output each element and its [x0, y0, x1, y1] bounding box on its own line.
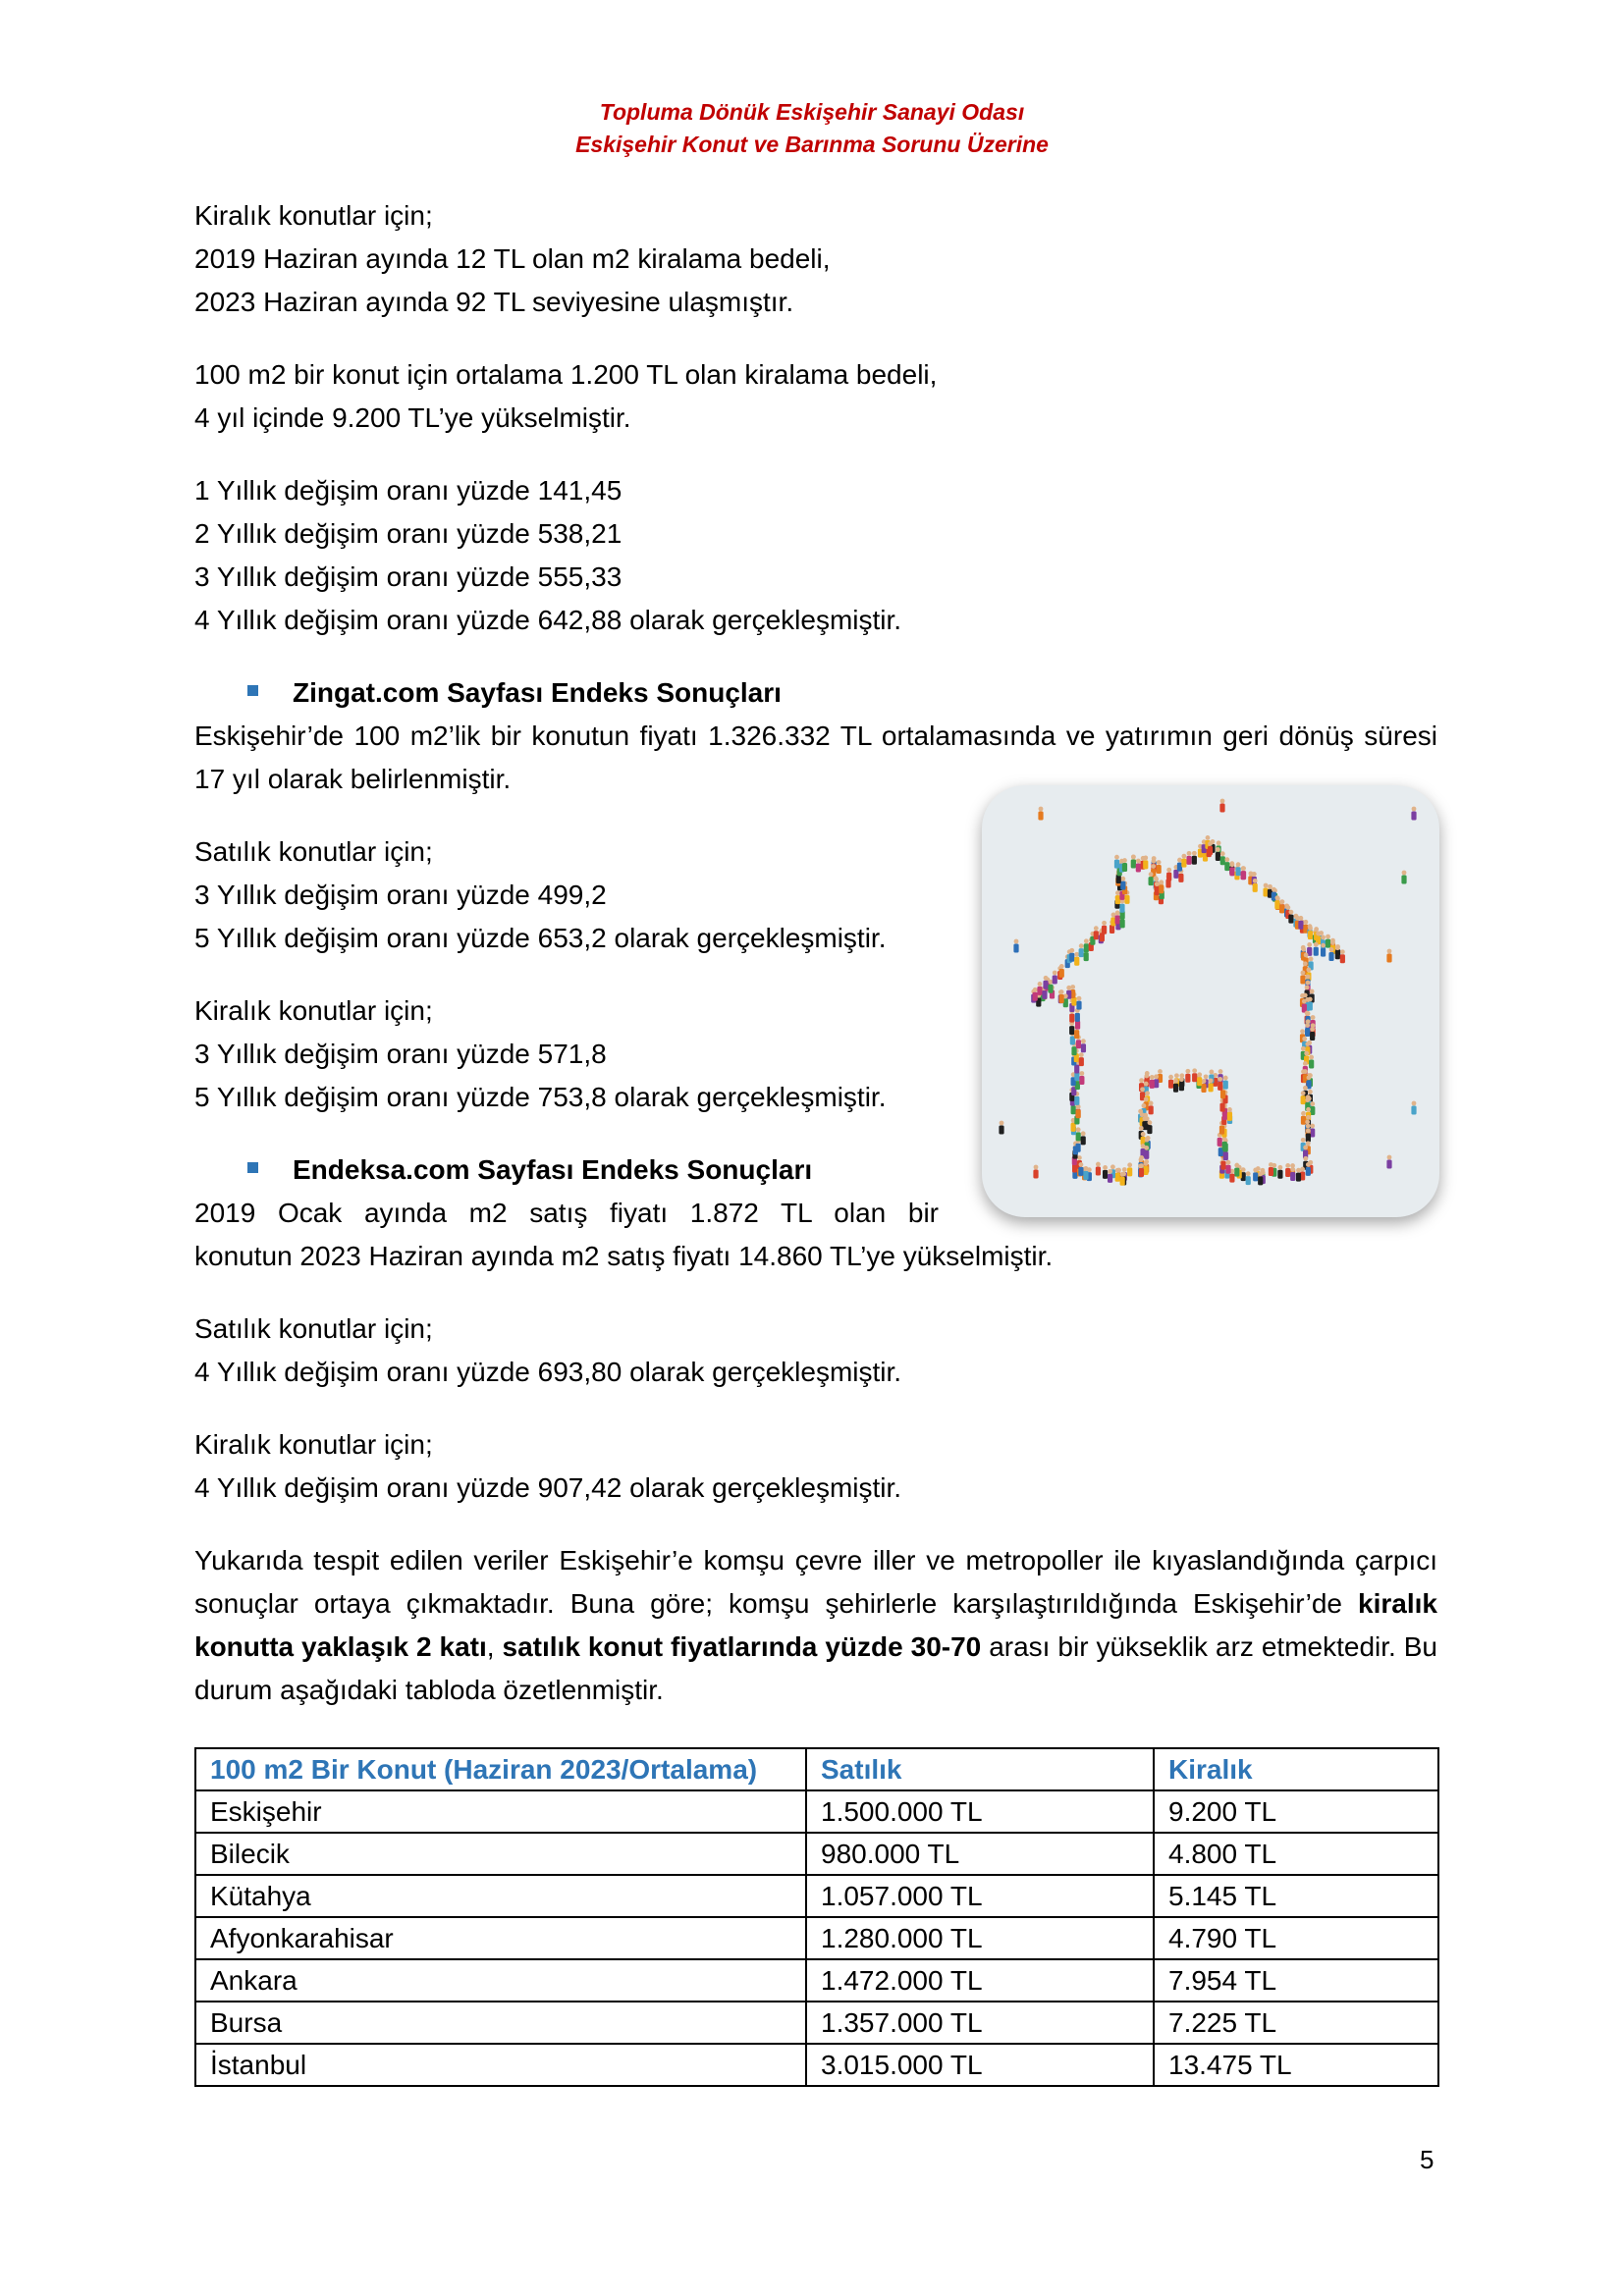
text-line: 4 yıl içinde 9.200 TL’ye yükselmiştir.: [194, 402, 631, 433]
table-row: [195, 1790, 1438, 1833]
text-line: 100 m2 bir konut için ortalama 1.200 TL olan kiralama bedeli,: [194, 359, 938, 390]
table-cell-sale: 1.472.000 TL: [806, 1959, 1154, 2002]
table-row: [195, 1833, 1438, 1875]
text-line: 2023 Haziran ayında 92 TL seviyesine ulaşmıştır.: [194, 287, 794, 317]
text-line: 4 Yıllık değişim oranı yüzde 907,42 olarak gerçekleşmiştir.: [194, 1472, 902, 1503]
page-number: 5: [1420, 2145, 1435, 2174]
text-line: 4 Yıllık değişim oranı yüzde 693,80 olarak gerçekleşmiştir.: [194, 1357, 902, 1387]
table-cell-rent: 9.200 TL: [1154, 1790, 1438, 1833]
table-cell-rent: 13.475 TL: [1154, 2044, 1438, 2086]
table-cell-city: Kütahya: [195, 1875, 806, 1917]
header-line-2: Eskişehir Konut ve Barınma Sorunu Üzerine: [575, 132, 1049, 157]
table-cell-rent: 4.790 TL: [1154, 1917, 1438, 1959]
table-header-cell: Kiralık: [1154, 1748, 1438, 1790]
table-cell-sale: 1.280.000 TL: [806, 1917, 1154, 1959]
table-row: [195, 2002, 1438, 2044]
paragraph-change-rates: [194, 469, 1437, 642]
house-made-of-people-icon: [982, 785, 1439, 1217]
text-bold: satılık konut fiyatlarında yüzde 30-70: [502, 1631, 982, 1662]
text-line: 5 Yıllık değişim oranı yüzde 753,8 olarak gerçekleşmiştir.: [194, 1082, 887, 1112]
paragraph-rental-100m2: [194, 353, 1437, 440]
text-line: 5 Yıllık değişim oranı yüzde 653,2 olarak gerçekleşmiştir.: [194, 923, 887, 953]
text-line: Eskişehir’de 100 m2’lik bir konutun fiyatı 1.326.332 TL ortalamasında ve yatırımın geri dönüş süresi 17 yıl olarak belirlenmiştir.: [194, 721, 1437, 794]
table-cell-sale: 980.000 TL: [806, 1833, 1154, 1875]
table-row: [195, 1959, 1438, 2002]
header-line-1: Topluma Dönük Eskişehir Sanayi Odası: [599, 99, 1025, 125]
square-bullet-icon: [247, 1162, 258, 1173]
text-line: Kiralık konutlar için;: [194, 1429, 433, 1460]
document-header: [0, 96, 1624, 161]
text-line: 2 Yıllık değişim oranı yüzde 538,21: [194, 518, 623, 549]
text-line: Satılık konutlar için;: [194, 836, 433, 867]
paragraph-endeksa-rent: [194, 1423, 1437, 1510]
table-header-cell: Satılık: [806, 1748, 1154, 1790]
table-cell-rent: 5.145 TL: [1154, 1875, 1438, 1917]
text-bold: kiralık konutta yaklaşık 2 katı: [194, 1588, 1437, 1662]
table-row: [195, 1875, 1438, 1917]
text-line: 3 Yıllık değişim oranı yüzde 555,33: [194, 561, 623, 592]
text-run: Yukarıda tespit edilen veriler Eskişehir’e komşu çevre iller ve metropoller ile kıyaslandığında çarpıcı sonuçlar ortaya çıkmaktadır. Buna göre; komşu şehirlerle karşılaştırıldığında Eskişehir’de: [194, 1545, 1437, 1619]
house-illustration: [982, 785, 1439, 1217]
paragraph-comparison: [194, 1539, 1437, 1712]
heading-text: Endeksa.com Sayfası Endeks Sonuçları: [293, 1154, 813, 1185]
text-line: Kiralık konutlar için;: [194, 200, 433, 231]
text-line: 3 Yıllık değişim oranı yüzde 499,2: [194, 880, 607, 910]
text-line: 3 Yıllık değişim oranı yüzde 571,8: [194, 1039, 607, 1069]
text-run: ,: [486, 1631, 503, 1662]
table-row: [195, 1917, 1438, 1959]
comparison-table: [194, 1747, 1439, 2087]
table-cell-city: Ankara: [195, 1959, 806, 2002]
table-cell-city: Eskişehir: [195, 1790, 806, 1833]
table-cell-sale: 3.015.000 TL: [806, 2044, 1154, 2086]
text-line: 2019 Ocak ayında m2 satış fiyatı 1.872 TL olan bir: [194, 1198, 939, 1228]
paragraph-rental-m2: [194, 194, 1437, 324]
table-cell-sale: 1.357.000 TL: [806, 2002, 1154, 2044]
table-cell-city: Afyonkarahisar: [195, 1917, 806, 1959]
square-bullet-icon: [247, 685, 258, 696]
table-header-cell: 100 m2 Bir Konut (Haziran 2023/Ortalama): [195, 1748, 806, 1790]
table-cell-rent: 7.225 TL: [1154, 2002, 1438, 2044]
text-line: Kiralık konutlar için;: [194, 995, 433, 1026]
table-cell-rent: 7.954 TL: [1154, 1959, 1438, 2002]
table-cell-city: Bursa: [195, 2002, 806, 2044]
text-line: 1 Yıllık değişim oranı yüzde 141,45: [194, 475, 623, 506]
table-header-row: [195, 1748, 1438, 1790]
table-cell-rent: 4.800 TL: [1154, 1833, 1438, 1875]
table-cell-city: Bilecik: [195, 1833, 806, 1875]
paragraph-endeksa-sale: [194, 1308, 1437, 1394]
table-cell-sale: 1.057.000 TL: [806, 1875, 1154, 1917]
text-line: konutun 2023 Haziran ayında m2 satış fiyatı 14.860 TL’ye yükselmiştir.: [194, 1241, 1054, 1271]
text-run: arası bir yükseklik arz etmektedir. Bu durum aşağıdaki tabloda özetlenmiştir.: [194, 1631, 1437, 1705]
text-line: 2019 Haziran ayında 12 TL olan m2 kiralama bedeli,: [194, 243, 831, 274]
heading-text: Zingat.com Sayfası Endeks Sonuçları: [293, 677, 782, 708]
table-cell-city: İstanbul: [195, 2044, 806, 2086]
text-line: Satılık konutlar için;: [194, 1313, 433, 1344]
section-heading-zingat: [194, 671, 1437, 715]
text-line: 4 Yıllık değişim oranı yüzde 642,88 olarak gerçekleşmiştir.: [194, 605, 902, 635]
table-row: [195, 2044, 1438, 2086]
table-cell-sale: 1.500.000 TL: [806, 1790, 1154, 1833]
